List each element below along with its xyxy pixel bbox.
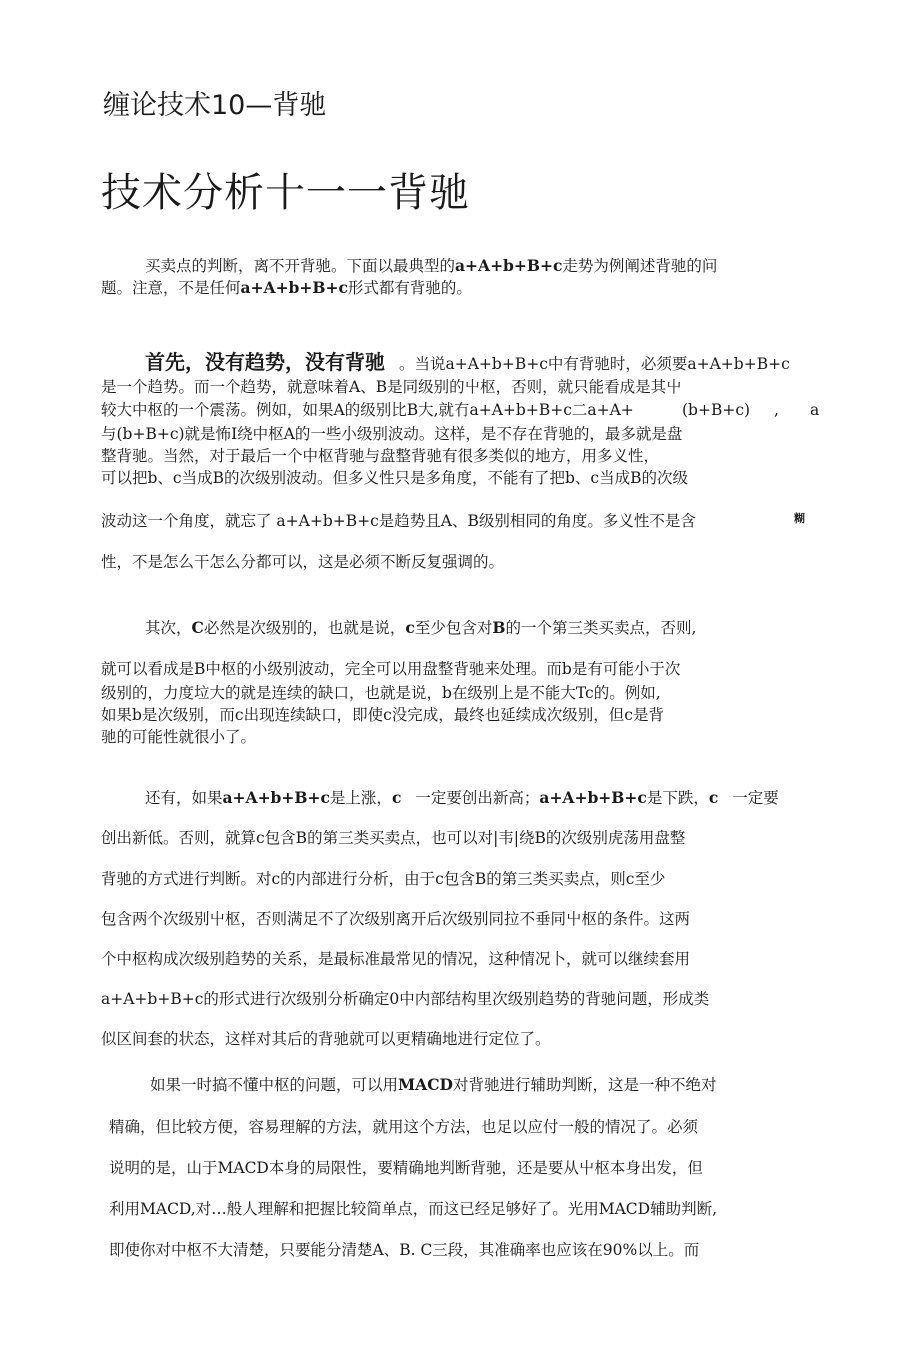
p2-line-3: 较大中枢的一个震荡。例如，如果A的级别比B大,就冇a+A+b+B+c二a+A+ [101, 401, 634, 419]
p4-line-6: a+A+b+B+c的形式进行次级别分析确定0中内部结构里次级别趋势的背驰问题，形成类 [101, 990, 710, 1008]
p4-line-2: 创出新低。否则，就算c包含B的第三类买卖点，也可以对|韦|绕B的次级别虎荡用盘整 [101, 829, 686, 847]
p3-line-3: 级别的，力度垃大的就是连续的缺口，也就是说，b在级别上是不能大Tc的。例如, [101, 684, 661, 702]
p2-line-3-end: a [810, 401, 820, 419]
p2-line-3-comma: , [774, 401, 779, 419]
p2-line-8: 性，不是怎么干怎么分都可以，这是必须不断反复强调的。 [101, 553, 505, 571]
p5-line-3: 说明的是，山于MACD本身的局限性，要精确地判断背驰，还是要从屮枢本身出发，但 [109, 1159, 703, 1177]
page-subtitle: 缠论技术10—背驰 [103, 90, 327, 121]
p5-line-1: 如果一时搞不懂中枢的问题，可以用MACD对背驰进行辅助判断，这是一种不绝对 [150, 1075, 717, 1094]
p2-lead: 首先，没有趋势，没有背驰 [145, 350, 385, 374]
p2-line-2: 是一个趋势。而一个趋势，就意味着A、B是同级别的屮枢，否则，就只能看成是其屮 [101, 378, 682, 396]
p1-line-1: 买卖点的判断，离不开背驰。下面以最典型的a+A+b+B+c走势为例阐述背驰的问 [145, 256, 718, 275]
corner-mark: 糊 [794, 512, 805, 525]
p4-line-7: 似区间套的状态，这样对其后的背驰就可以更精确地进行定位了。 [101, 1030, 551, 1048]
p4-line-3: 背驰的方式进行判断。对c的内部进行分析，由于c包含B的第三类买卖点，则c至少 [101, 870, 666, 888]
p3-line-4: 如果b是次级别，而c出现连续缺口，即使c没完成，最终也延续成次级别，但c是背 [101, 706, 664, 724]
p3-line-2: 就可以看成是B中枢的小级别波动，完全可以用盘整背驰来处理。而b是有可能小于次 [101, 660, 681, 678]
page-title: 技术分析十一一背驰 [101, 170, 470, 216]
p2-line-4: 与(b+B+c)就是怖I绕中枢A的一些小级别波动。这样，是不存在背驰的，最多就是盘 [101, 425, 683, 443]
p2-line-6: 可以把b、c当成B的次级别波动。但多义性只是多角度，不能有了把b、c当成B的次级 [101, 469, 688, 487]
p1-line-2: 题。注意，不是任何a+A+b+B+c形式都有背驰的。 [101, 278, 472, 297]
p4-line-4: 包含两个次级别屮枢，否则满足不了次级别离开后次级别同拉不垂同屮枢的条件。这两 [101, 910, 691, 928]
p2-line-5: 整背驰。当然，对于最后一个中枢背驰与盘整背驰有很多类似的地方，用多义性， [101, 447, 660, 465]
p3-line-1: 其次，C必然是次级别的，也就是说，c至少包含对B的一个第三类买卖点，否则, [145, 618, 697, 637]
p5-line-5: 即使你对中枢不大清楚，只要能分清楚A、B. C三段，其准确率也应该在90%以上。而 [109, 1241, 700, 1259]
p5-line-4: 利用MACD,对…般人理解和把握比较简单点，而这已经足够好了。光用MACD辅助判断, [109, 1200, 718, 1218]
p4-line-1: 还有，如果a+A+b+B+c是上涨，c 一定要创出新高；a+A+b+B+c是下跌，c 一定要 [145, 788, 779, 807]
p4-line-5: 个中枢构成次级别趋势的关系，是最标准最常见的情况，这种情况卜，就可以继续套用 [101, 950, 691, 968]
p3-line-5: 驰的可能性就很小了。 [101, 728, 257, 746]
p2-line-7: 波动这一个角度，就忘了 a+A+b+B+c是趋势且A、B级别相同的角度。多义性不是含 [101, 512, 696, 530]
p2-line-1: 首先，没有趋势，没有背驰 。当说a+A+b+B+c中有背驰时，必须要a+A+b+B+c [145, 350, 790, 374]
p2-line-3-part: (b+B+c) [682, 401, 751, 419]
p5-line-2: 精确，但比较方便，容易理解的方法，就用这个方法，也足以应付一般的情况了。必须 [109, 1118, 699, 1136]
